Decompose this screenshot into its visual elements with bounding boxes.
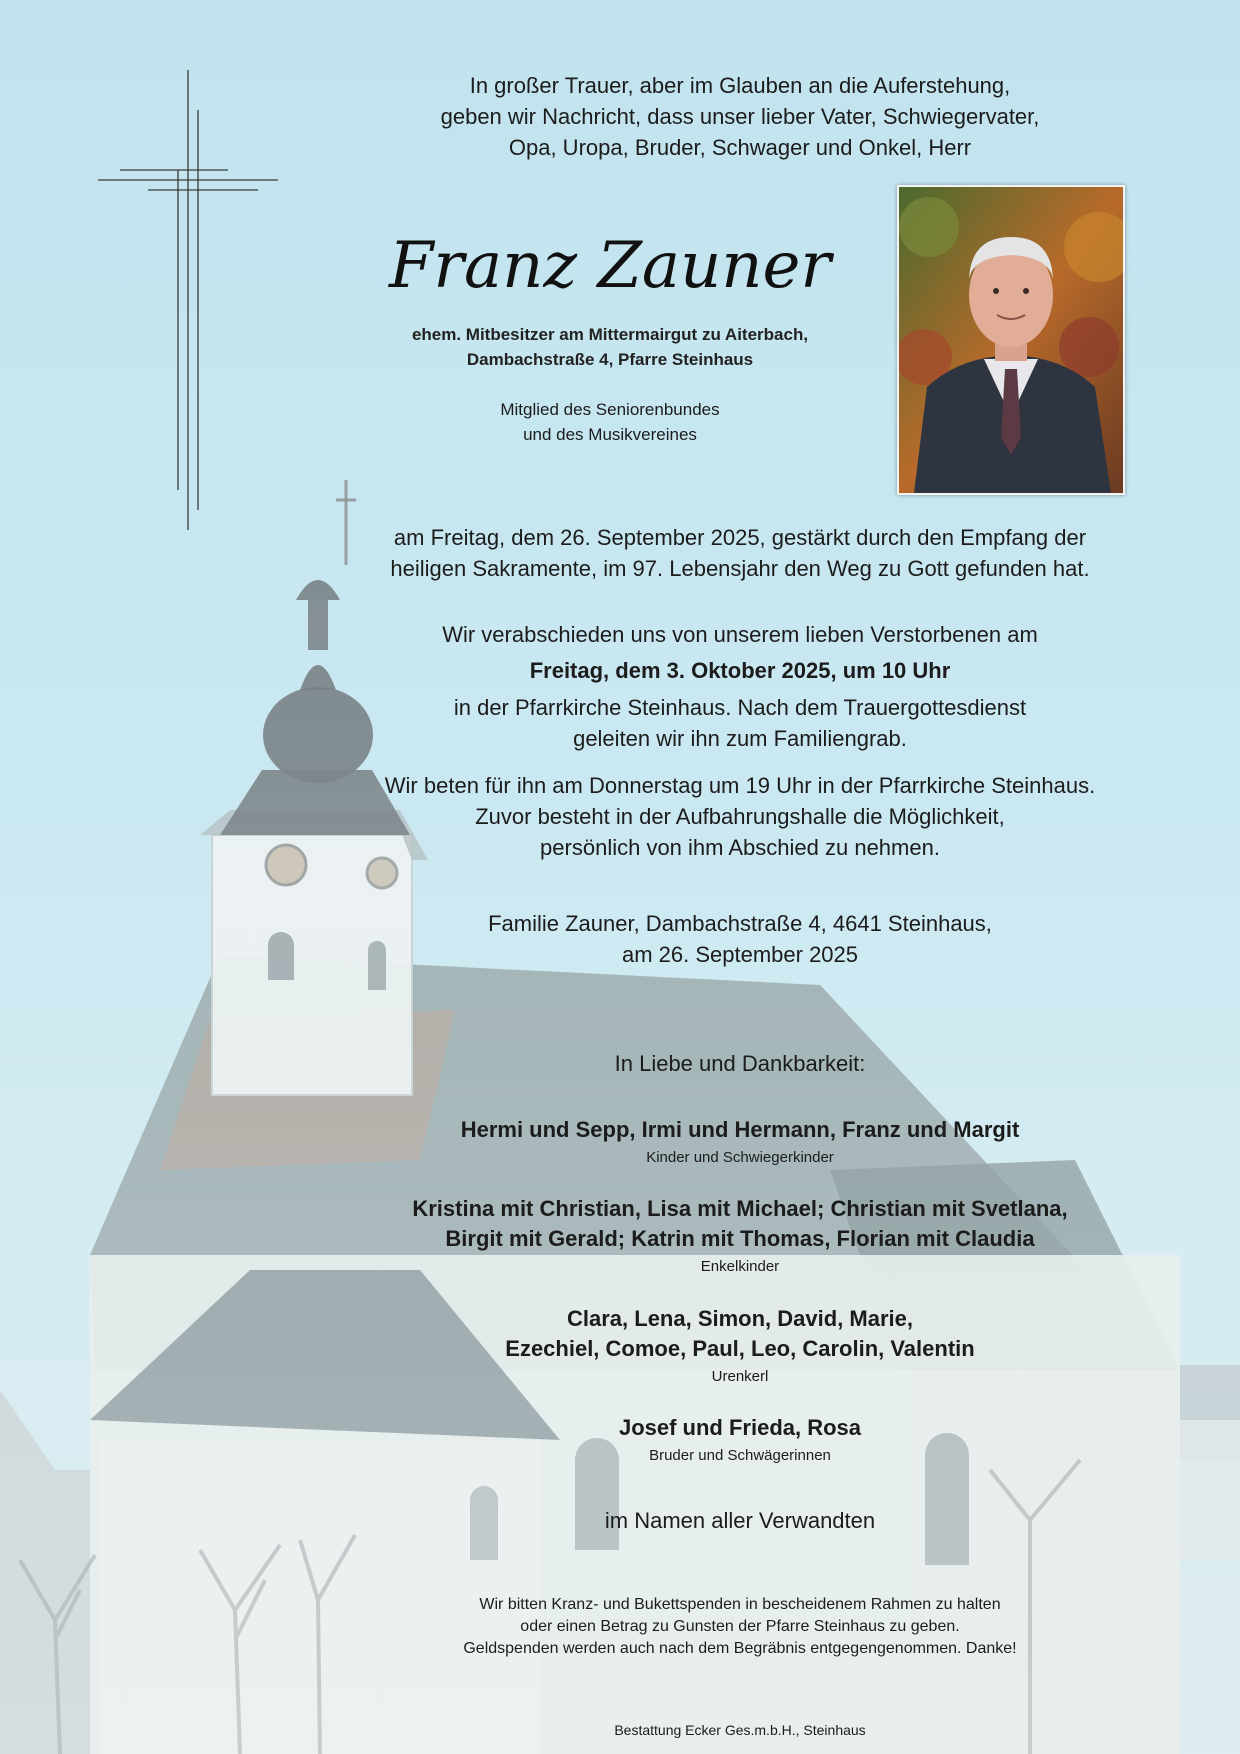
undertaker-credit: Bestattung Ecker Ges.m.b.H., Steinhaus (614, 1722, 866, 1738)
prayer-text (300, 770, 1180, 863)
family-address-line: Familie Zauner, Dambachstraße 4, 4641 Steinhaus, (488, 911, 992, 936)
donation-request (300, 1594, 1180, 1660)
portrait-photo (897, 185, 1125, 495)
mourner-relation: Kinder und Schwiegerkinder (646, 1149, 834, 1166)
mourner-relation: Enkelkinder (700, 1258, 780, 1275)
gratitude-heading: In Liebe und Dankbarkeit: (614, 1051, 866, 1076)
donation-line: Geldspenden werden auch nach dem Begräbnis entgegengenommen. Danke! (463, 1640, 1017, 1657)
death-line: heiligen Sakramente, im 97. Lebensjahr den Weg zu Gott gefunden hat. (390, 556, 1090, 581)
mourner-relation: Bruder und Schwägerinnen (649, 1447, 831, 1464)
funeral-place-line: in der Pfarrkirche Steinhaus. Nach dem Trauergottesdienst (453, 695, 1027, 720)
mourner-relation: Urenkerl (711, 1368, 769, 1385)
deceased-name: Franz Zauner (389, 229, 831, 303)
occupation-line: Dambachstraße 4, Pfarre Steinhaus (466, 350, 754, 369)
mourner-names (300, 1194, 1180, 1254)
intro-line: geben wir Nachricht, dass unser lieber Vater, Schwiegervater, (440, 104, 1040, 129)
intro-text (300, 70, 1180, 163)
mourner-names (300, 1304, 1180, 1364)
intro-line: Opa, Uropa, Bruder, Schwager und Onkel, Herr (508, 135, 972, 160)
mourner-names-line: Hermi und Sepp, Irmi und Hermann, Franz und Margit (460, 1117, 1020, 1142)
donation-line: oder einen Betrag zu Gunsten der Pfarre Steinhaus zu geben. (520, 1618, 960, 1635)
donation-line: Wir bitten Kranz- und Bukettspenden in bescheidenem Rahmen zu halten (479, 1596, 1001, 1613)
mourner-names-line: Birgit mit Gerald; Katrin mit Thomas, Florian mit Claudia (445, 1226, 1035, 1251)
prayer-line: persönlich von ihm Abschied zu nehmen. (540, 835, 940, 860)
mourner-names-line: Josef und Frieda, Rosa (618, 1415, 862, 1440)
intro-line: In großer Trauer, aber im Glauben an die Auferstehung, (469, 73, 1011, 98)
prayer-line: Zuvor besteht in der Aufbahrungshalle die Möglichkeit, (475, 804, 1005, 829)
occupation-text (330, 322, 890, 372)
family-address (300, 908, 1180, 970)
funeral-place-line: geleiten wir ihn zum Familiengrab. (573, 726, 907, 751)
mourner-names (300, 1413, 1180, 1443)
membership-text (330, 397, 890, 447)
cross-icon (98, 70, 283, 530)
mourner-names-line: Kristina mit Christian, Lisa mit Michael; Christian mit Svetlana, (412, 1196, 1068, 1221)
membership-line: Mitglied des Seniorenbundes (500, 400, 720, 419)
mourner-names (300, 1115, 1180, 1145)
relatives-line: im Namen aller Verwandten (604, 1508, 876, 1533)
death-notice-text (300, 522, 1180, 584)
death-line: am Freitag, dem 26. September 2025, gestärkt durch den Empfang der (393, 525, 1087, 550)
mourner-names-line: Ezechiel, Comoe, Paul, Leo, Carolin, Valentin (505, 1336, 975, 1361)
farewell-intro: Wir verabschieden uns von unserem lieben Verstorbenen am (442, 622, 1038, 647)
membership-line: und des Musikvereines (523, 425, 697, 444)
occupation-line: ehem. Mitbesitzer am Mittermairgut zu Aiterbach, (411, 325, 809, 344)
funeral-place-text (300, 692, 1180, 754)
prayer-line: Wir beten für ihn am Donnerstag um 19 Uhr in der Pfarrkirche Steinhaus. (384, 773, 1096, 798)
mourner-names-line: Clara, Lena, Simon, David, Marie, (567, 1306, 913, 1331)
family-address-line: am 26. September 2025 (621, 942, 859, 967)
funeral-date: Freitag, dem 3. Oktober 2025, um 10 Uhr (529, 658, 951, 683)
